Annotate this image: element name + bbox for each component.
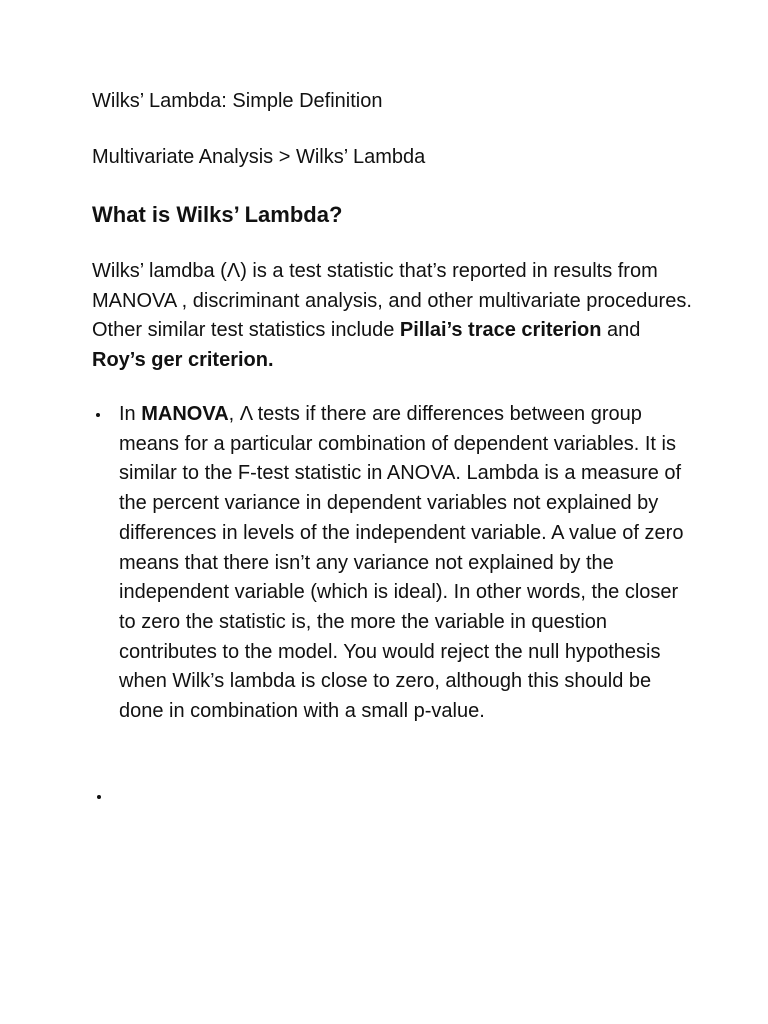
roy-criterion-term: Roy’s ger criterion. — [92, 348, 274, 371]
intro-text-part1: Wilks’ lamdba (Λ) is a test statistic that’s reported in results from MANOVA , discriminant analysis, and other multivariate procedures. Other similar test statistics include — [92, 260, 692, 341]
bullet-list — [92, 400, 692, 727]
intro-text-part2: and — [601, 319, 641, 341]
bullet-body-text: , Λ tests if there are differences between group means for a particular combination of dependent variables. It is similar to the F-test statistic in ANOVA. Lambda is a measure of the percent variance in dependent variables not explained by differences in levels of the independent variable. A value of zero means that there isn’t any variance not explained by the independent variable (which is ideal). In other words, the closer to zero the statistic is, the more the variable in question contributes to the model. You would reject the null hypothesis when Wilk’s lambda is close to zero, although this should be done in combination with a small p-value. — [119, 403, 684, 723]
pillai-trace-term: Pillai’s trace criterion — [399, 319, 602, 341]
bullet-dot-icon — [96, 413, 100, 417]
breadcrumb: Multivariate Analysis > Wilks’ Lambda — [92, 146, 426, 168]
document-title-line: Wilks’ Lambda: Simple Definition — [92, 90, 383, 112]
bullet-pre-text: In — [119, 403, 142, 425]
intro-paragraph — [92, 257, 692, 375]
empty-bullet-dot-icon — [97, 795, 101, 799]
section-heading: What is Wilks’ Lambda? — [92, 202, 343, 227]
list-item — [92, 400, 692, 727]
manova-term: MANOVA — [141, 403, 229, 425]
